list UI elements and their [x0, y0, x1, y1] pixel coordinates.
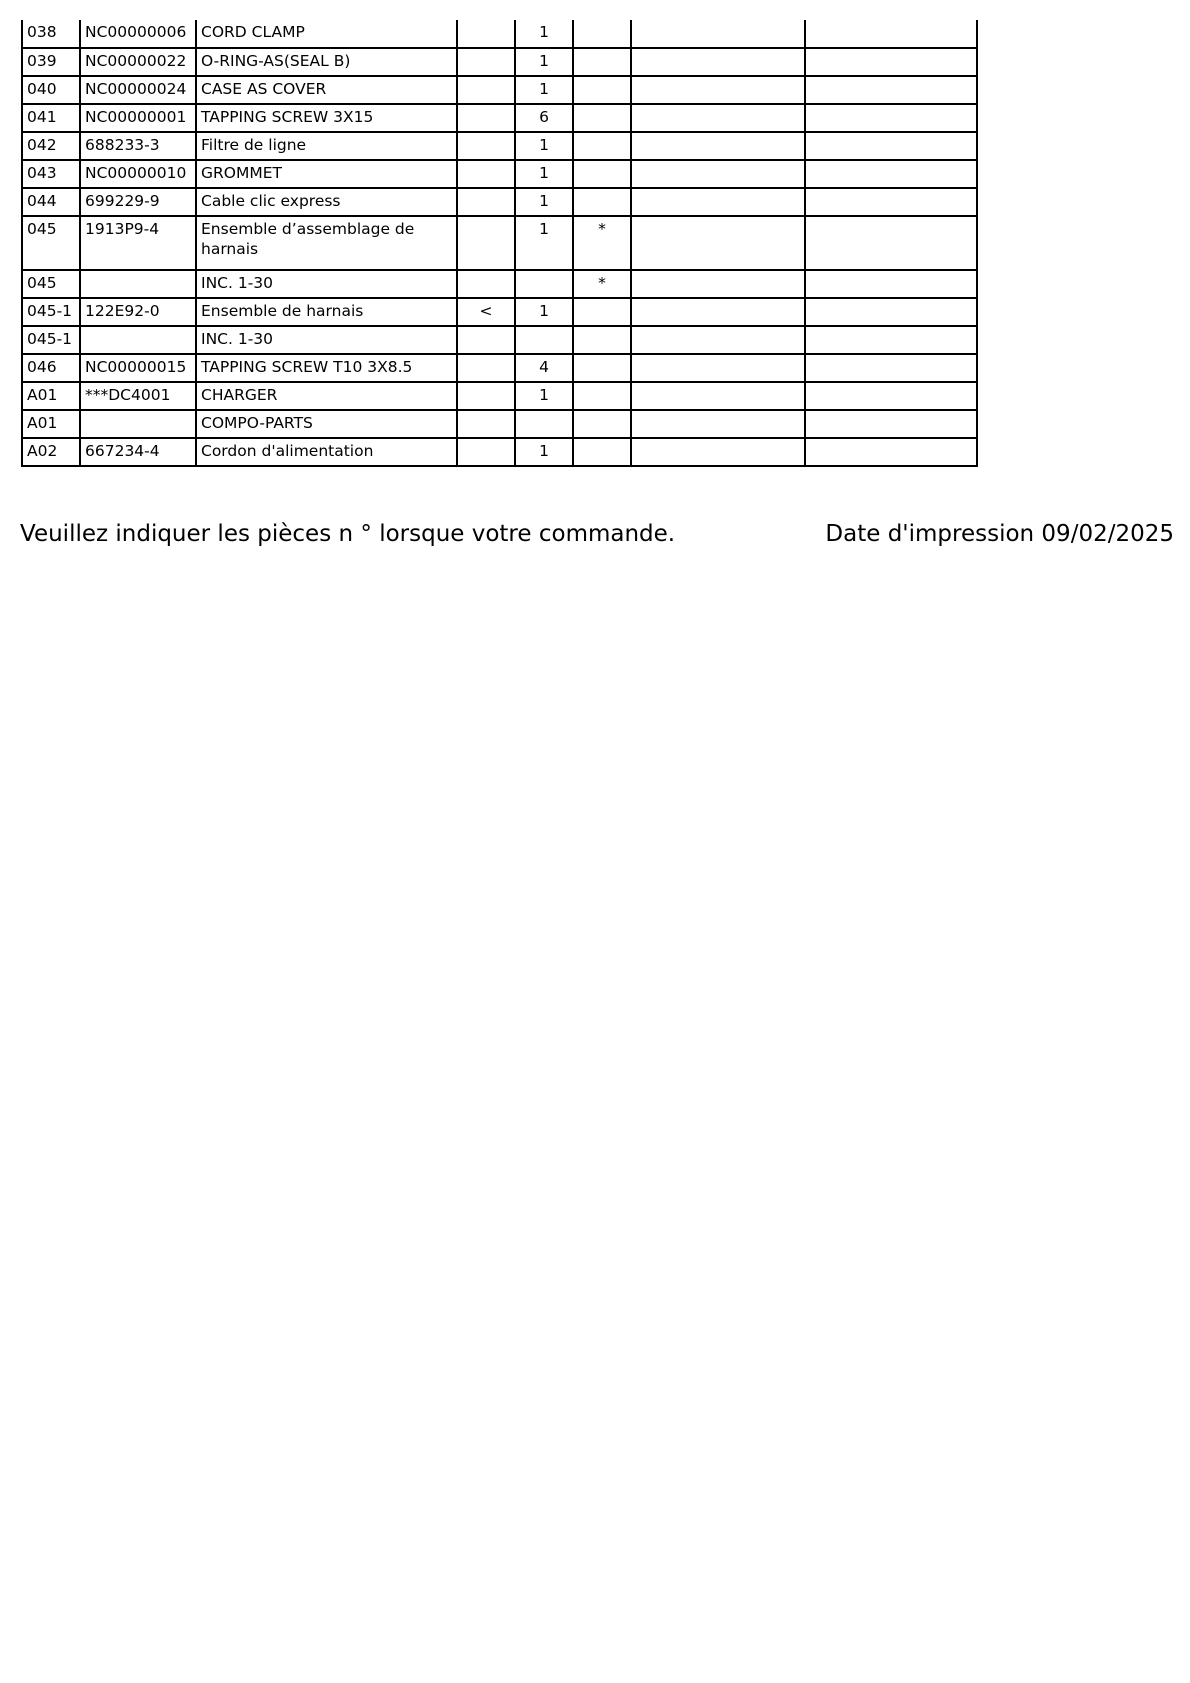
quantity-cell	[515, 326, 573, 354]
quantity-cell: 1	[515, 48, 573, 76]
part-number-cell: 045-1	[22, 326, 80, 354]
empty-cell	[805, 132, 977, 160]
remark-cell	[457, 160, 515, 188]
reference-cell: 1913P9-4	[80, 216, 196, 270]
reference-cell: NC00000024	[80, 76, 196, 104]
reference-cell: NC00000006	[80, 20, 196, 48]
remark-cell	[457, 326, 515, 354]
table-row	[22, 326, 977, 354]
reference-cell: NC00000010	[80, 160, 196, 188]
part-number-cell: 043	[22, 160, 80, 188]
remark-cell: <	[457, 298, 515, 326]
mark-cell	[573, 382, 631, 410]
mark-cell	[573, 104, 631, 132]
part-number-cell: A02	[22, 438, 80, 466]
description-cell: Cable clic express	[196, 188, 457, 216]
part-number-cell: 044	[22, 188, 80, 216]
table-row	[22, 382, 977, 410]
mark-cell	[573, 438, 631, 466]
remark-cell	[457, 104, 515, 132]
empty-cell	[805, 382, 977, 410]
parts-table	[21, 20, 978, 467]
quantity-cell: 1	[515, 216, 573, 270]
mark-cell	[573, 298, 631, 326]
empty-cell	[805, 76, 977, 104]
remark-cell	[457, 216, 515, 270]
mark-cell: *	[573, 270, 631, 298]
part-number-cell: 046	[22, 354, 80, 382]
remark-cell	[457, 382, 515, 410]
empty-cell	[631, 326, 805, 354]
empty-cell	[631, 104, 805, 132]
empty-cell	[805, 410, 977, 438]
empty-cell	[805, 188, 977, 216]
empty-cell	[631, 382, 805, 410]
quantity-cell: 4	[515, 354, 573, 382]
description-cell: INC. 1-30	[196, 326, 457, 354]
reference-cell: 699229-9	[80, 188, 196, 216]
description-cell: CORD CLAMP	[196, 20, 457, 48]
quantity-cell: 1	[515, 20, 573, 48]
part-number-cell: 040	[22, 76, 80, 104]
reference-cell: NC00000001	[80, 104, 196, 132]
mark-cell	[573, 132, 631, 160]
order-instruction-note: Veuillez indiquer les pièces n ° lorsque votre commande.	[20, 521, 676, 547]
table-row	[22, 48, 977, 76]
mark-cell	[573, 76, 631, 104]
reference-cell	[80, 270, 196, 298]
mark-cell	[573, 160, 631, 188]
description-cell: INC. 1-30	[196, 270, 457, 298]
remark-cell	[457, 76, 515, 104]
remark-cell	[457, 188, 515, 216]
quantity-cell: 1	[515, 382, 573, 410]
part-number-cell: 039	[22, 48, 80, 76]
table-row	[22, 410, 977, 438]
empty-cell	[805, 270, 977, 298]
table-row	[22, 438, 977, 466]
empty-cell	[631, 298, 805, 326]
table-row	[22, 76, 977, 104]
remark-cell	[457, 354, 515, 382]
quantity-cell: 1	[515, 438, 573, 466]
reference-cell	[80, 410, 196, 438]
description-cell: TAPPING SCREW 3X15	[196, 104, 457, 132]
empty-cell	[805, 438, 977, 466]
description-cell: Filtre de ligne	[196, 132, 457, 160]
description-cell: Ensemble de harnais	[196, 298, 457, 326]
quantity-cell: 1	[515, 132, 573, 160]
mark-cell	[573, 188, 631, 216]
quantity-cell: 1	[515, 298, 573, 326]
reference-cell: 688233-3	[80, 132, 196, 160]
part-number-cell: 045-1	[22, 298, 80, 326]
description-cell: CASE AS COVER	[196, 76, 457, 104]
reference-cell: ***DC4001	[80, 382, 196, 410]
part-number-cell: A01	[22, 410, 80, 438]
description-cell: COMPO-PARTS	[196, 410, 457, 438]
description-cell: Ensemble d’assemblage de harnais	[196, 216, 457, 270]
description-cell: Cordon d'alimentation	[196, 438, 457, 466]
reference-cell: 667234-4	[80, 438, 196, 466]
empty-cell	[631, 410, 805, 438]
part-number-cell: 038	[22, 20, 80, 48]
table-row	[22, 20, 977, 48]
part-number-cell: 042	[22, 132, 80, 160]
remark-cell	[457, 20, 515, 48]
empty-cell	[805, 160, 977, 188]
table-row	[22, 160, 977, 188]
empty-cell	[805, 216, 977, 270]
part-number-cell: A01	[22, 382, 80, 410]
empty-cell	[805, 48, 977, 76]
table-row	[22, 354, 977, 382]
empty-cell	[805, 20, 977, 48]
part-number-cell: 045	[22, 216, 80, 270]
empty-cell	[631, 76, 805, 104]
description-cell: O-RING-AS(SEAL B)	[196, 48, 457, 76]
remark-cell	[457, 410, 515, 438]
empty-cell	[805, 298, 977, 326]
empty-cell	[631, 48, 805, 76]
reference-cell: 122E92-0	[80, 298, 196, 326]
reference-cell: NC00000022	[80, 48, 196, 76]
table-row	[22, 216, 977, 270]
empty-cell	[631, 354, 805, 382]
parts-table-body	[22, 20, 977, 466]
remark-cell	[457, 270, 515, 298]
print-date: Date d'impression 09/02/2025	[825, 521, 1174, 547]
part-number-cell: 041	[22, 104, 80, 132]
quantity-cell	[515, 270, 573, 298]
mark-cell	[573, 326, 631, 354]
part-number-cell: 045	[22, 270, 80, 298]
description-cell: TAPPING SCREW T10 3X8.5	[196, 354, 457, 382]
empty-cell	[631, 160, 805, 188]
empty-cell	[805, 326, 977, 354]
empty-cell	[631, 216, 805, 270]
empty-cell	[805, 104, 977, 132]
empty-cell	[631, 20, 805, 48]
remark-cell	[457, 438, 515, 466]
description-cell: GROMMET	[196, 160, 457, 188]
mark-cell	[573, 410, 631, 438]
remark-cell	[457, 132, 515, 160]
quantity-cell: 1	[515, 76, 573, 104]
table-row	[22, 188, 977, 216]
quantity-cell: 6	[515, 104, 573, 132]
mark-cell	[573, 48, 631, 76]
table-row	[22, 104, 977, 132]
table-row	[22, 132, 977, 160]
empty-cell	[631, 188, 805, 216]
quantity-cell	[515, 410, 573, 438]
reference-cell	[80, 326, 196, 354]
table-row	[22, 270, 977, 298]
empty-cell	[631, 438, 805, 466]
remark-cell	[457, 48, 515, 76]
table-row	[22, 298, 977, 326]
mark-cell	[573, 354, 631, 382]
mark-cell	[573, 20, 631, 48]
mark-cell: *	[573, 216, 631, 270]
quantity-cell: 1	[515, 188, 573, 216]
empty-cell	[805, 354, 977, 382]
description-cell: CHARGER	[196, 382, 457, 410]
empty-cell	[631, 270, 805, 298]
reference-cell: NC00000015	[80, 354, 196, 382]
empty-cell	[631, 132, 805, 160]
quantity-cell: 1	[515, 160, 573, 188]
